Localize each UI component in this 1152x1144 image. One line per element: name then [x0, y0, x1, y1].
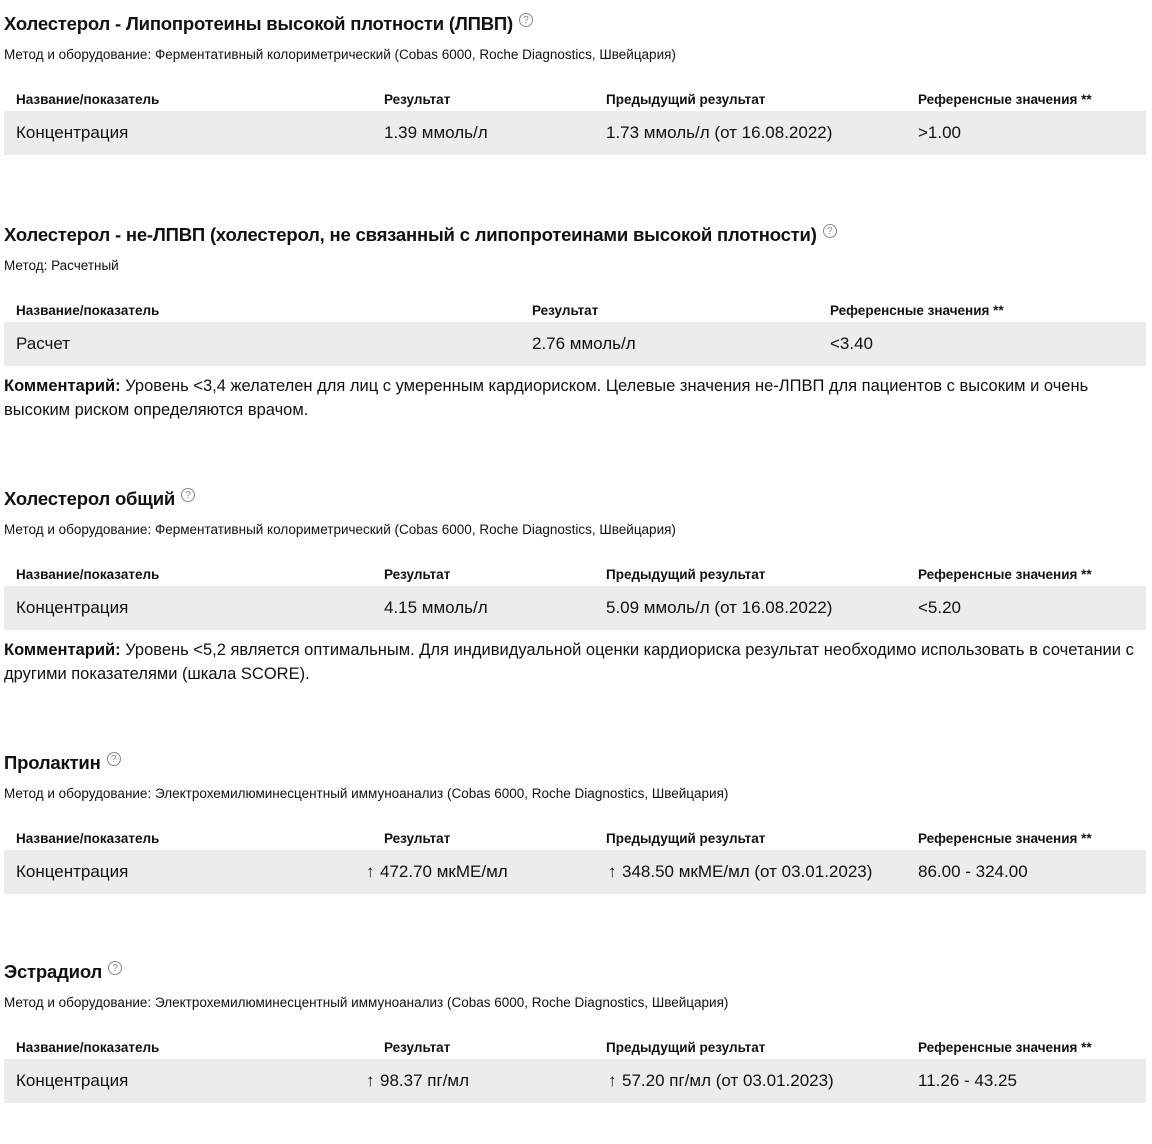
row-name: Концентрация [16, 862, 129, 881]
header-result: Результат [384, 92, 451, 107]
section-non-hdl-cholesterol [4, 222, 1146, 422]
section-title [4, 11, 1146, 37]
row-result: 4.15 ммоль/л [384, 598, 488, 617]
title-text: Пролактин [4, 752, 101, 773]
section-title [4, 959, 1146, 985]
title-text: Холестерол - Липопротеины высокой плотности (ЛПВП) [4, 13, 513, 34]
header-result: Результат [532, 303, 599, 318]
row-name: Расчет [16, 334, 71, 353]
section-title [4, 486, 1146, 512]
row-name: Концентрация [16, 123, 129, 142]
table-row [4, 1059, 1146, 1103]
header-reference: Референсные значения ** [918, 92, 1092, 107]
header-result: Результат [384, 831, 451, 846]
title-text: Холестерол общий [4, 488, 176, 509]
result-value: 472.70 мкМЕ/мл [380, 862, 508, 881]
header-previous: Предыдущий результат [606, 92, 766, 107]
header-name: Название/показатель [16, 567, 160, 582]
comment [4, 374, 1146, 422]
section-hdl-cholesterol [4, 11, 1146, 155]
header-name: Название/показатель [16, 303, 160, 318]
header-previous: Предыдущий результат [606, 567, 766, 582]
row-reference: 11.26 - 43.25 [918, 1071, 1017, 1090]
comment-label: Комментарий: [4, 641, 121, 659]
row-result [366, 1059, 469, 1103]
section-title [4, 750, 1146, 776]
table-row [4, 586, 1146, 630]
row-previous: 5.09 ммоль/л (от 16.08.2022) [606, 598, 833, 617]
header-result: Результат [384, 1040, 451, 1055]
previous-value: 57.20 пг/мл (от 03.01.2023) [622, 1071, 834, 1090]
row-previous [608, 850, 872, 894]
method-text: Метод и оборудование: Ферментативный колориметрический (Cobas 6000, Roche Diagnostics, Швейцария) [4, 522, 676, 537]
section-total-cholesterol [4, 486, 1146, 686]
help-icon[interactable]: ? [519, 13, 533, 27]
row-reference: 86.00 - 324.00 [918, 862, 1028, 881]
row-previous: 1.73 ммоль/л (от 16.08.2022) [606, 123, 833, 142]
row-previous [608, 1059, 834, 1103]
title-text: Холестерол - не-ЛПВП (холестерол, не связанный с липопротеинами высокой плотности) [4, 224, 817, 245]
header-previous: Предыдущий результат [606, 831, 766, 846]
table-header [4, 300, 1146, 322]
header-name: Название/показатель [16, 1040, 160, 1055]
row-name: Концентрация [16, 1071, 129, 1090]
table-row [4, 322, 1146, 366]
help-icon[interactable]: ? [823, 224, 837, 238]
comment-text: Уровень <5,2 является оптимальным. Для индивидуальной оценки кардиориска результат необходимо использовать в сочетании с другими показателями (шкала SCORE). [4, 641, 1134, 683]
help-icon[interactable]: ? [181, 488, 195, 502]
section-prolactin [4, 750, 1146, 894]
comment-label: Комментарий: [4, 377, 121, 395]
section-estradiol [4, 959, 1146, 1103]
table-row [4, 111, 1146, 155]
table-header [4, 89, 1146, 111]
table-header [4, 828, 1146, 850]
table-header [4, 1037, 1146, 1059]
header-reference: Референсные значения ** [918, 831, 1092, 846]
table-header [4, 564, 1146, 586]
previous-value: 348.50 мкМЕ/мл (от 03.01.2023) [622, 862, 873, 881]
comment [4, 638, 1146, 686]
header-previous: Предыдущий результат [606, 1040, 766, 1055]
help-icon[interactable]: ? [108, 961, 122, 975]
row-result: 1.39 ммоль/л [384, 123, 488, 142]
method-text: Метод и оборудование: Электрохемилюминесцентный иммуноанализ (Cobas 6000, Roche Diagnostics, Швейцария) [4, 995, 729, 1010]
row-result [366, 850, 508, 894]
method-text: Метод: Расчетный [4, 258, 119, 273]
header-result: Результат [384, 567, 451, 582]
row-reference: >1.00 [918, 123, 962, 142]
arrow-up-icon: ↑ [366, 1071, 375, 1090]
result-value: 98.37 пг/мл [380, 1071, 470, 1090]
arrow-up-icon: ↑ [608, 1071, 617, 1090]
section-title [4, 222, 1146, 248]
header-reference: Референсные значения ** [918, 567, 1092, 582]
table-row [4, 850, 1146, 894]
header-reference: Референсные значения ** [918, 1040, 1092, 1055]
row-name: Концентрация [16, 598, 129, 617]
row-reference: <3.40 [830, 334, 874, 353]
help-icon[interactable]: ? [107, 752, 121, 766]
title-text: Эстрадиол [4, 961, 103, 982]
row-result: 2.76 ммоль/л [532, 334, 636, 353]
arrow-up-icon: ↑ [608, 862, 617, 881]
row-reference: <5.20 [918, 598, 962, 617]
method-text: Метод и оборудование: Ферментативный колориметрический (Cobas 6000, Roche Diagnostics, Швейцария) [4, 47, 676, 62]
arrow-up-icon: ↑ [366, 862, 375, 881]
header-reference: Референсные значения ** [830, 303, 1004, 318]
header-name: Название/показатель [16, 831, 160, 846]
method-text: Метод и оборудование: Электрохемилюминесцентный иммуноанализ (Cobas 6000, Roche Diagnostics, Швейцария) [4, 786, 729, 801]
comment-text: Уровень <3,4 желателен для лиц с умеренным кардиориском. Целевые значения не-ЛПВП для пациентов с высоким и очень высоким риском определяются врачом. [4, 377, 1089, 419]
header-name: Название/показатель [16, 92, 160, 107]
